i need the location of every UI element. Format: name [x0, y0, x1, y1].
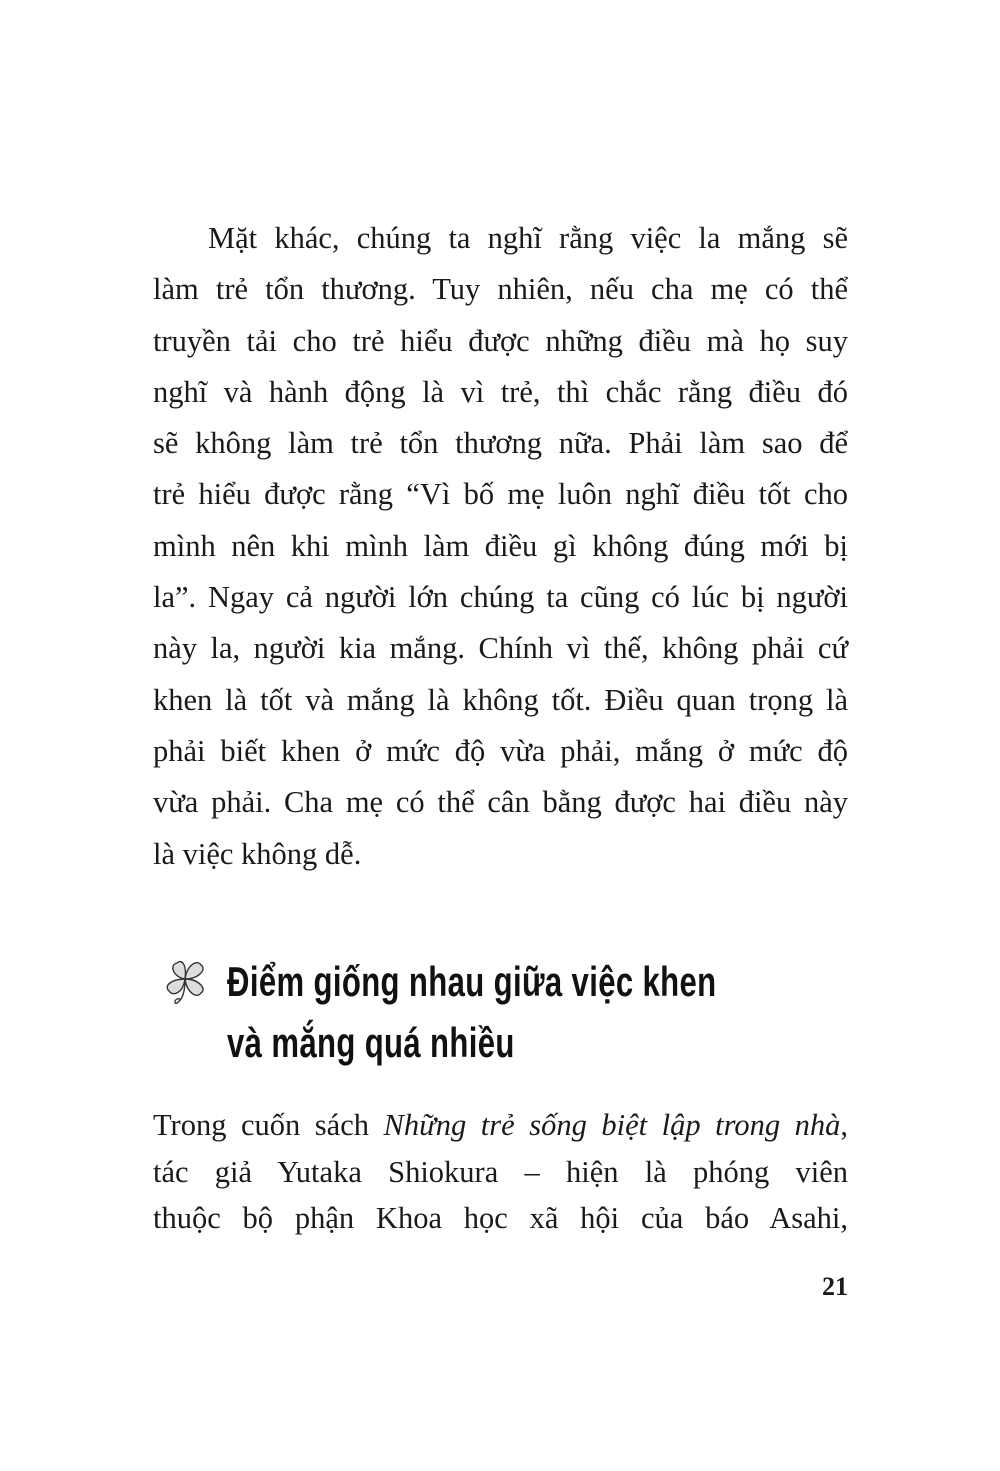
text-line: khen là tốt và mắng là không tốt. Điều quan trọng là	[153, 682, 848, 717]
clover-icon	[163, 957, 209, 1007]
heading-line-1: Điểm giống nhau giữa việc khen	[227, 958, 717, 1005]
text-segment: ,	[840, 1108, 848, 1142]
paragraph-1	[153, 213, 848, 880]
text-line: nghĩ và hành động là vì trẻ, thì chắc rằng điều đó	[153, 374, 848, 409]
text-line: làm trẻ tổn thương. Tuy nhiên, nếu cha mẹ có thể	[153, 272, 848, 307]
text-line: sẽ không làm trẻ tổn thương nữa. Phải làm sao để	[153, 426, 848, 461]
heading-line-2: và mắng quá nhiều	[227, 1019, 515, 1066]
paragraph-2	[153, 1102, 848, 1242]
text-line: truyền tải cho trẻ hiểu được những điều mà họ suy	[153, 323, 848, 358]
text-line: Mặt khác, chúng ta nghĩ rằng việc la mắng sẽ	[208, 221, 848, 255]
text-line: là việc không dễ.	[153, 836, 362, 871]
page-number: 21	[822, 1272, 848, 1301]
book-title: Những trẻ sống biệt lập trong nhà	[383, 1108, 841, 1142]
text-segment: Trong cuốn sách	[153, 1108, 384, 1142]
text-line: phải biết khen ở mức độ vừa phải, mắng ở mức độ	[153, 733, 848, 768]
text-line: vừa phải. Cha mẹ có thể cân bằng được hai điều này	[153, 785, 848, 820]
text-line	[153, 1102, 848, 1149]
text-line: la”. Ngay cả người lớn chúng ta cũng có lúc bị người	[153, 580, 848, 615]
text-line: tác giả Yutaka Shiokura – hiện là phóng viên	[153, 1154, 848, 1189]
text-line: trẻ hiểu được rằng “Vì bố mẹ luôn nghĩ điều tốt cho	[153, 477, 848, 512]
text-line: thuộc bộ phận Khoa học xã hội của báo Asahi,	[153, 1201, 848, 1235]
text-line: này la, người kia mắng. Chính vì thế, không phải cứ	[153, 631, 848, 666]
text-line: mình nên khi mình làm điều gì không đúng mới bị	[153, 528, 848, 563]
